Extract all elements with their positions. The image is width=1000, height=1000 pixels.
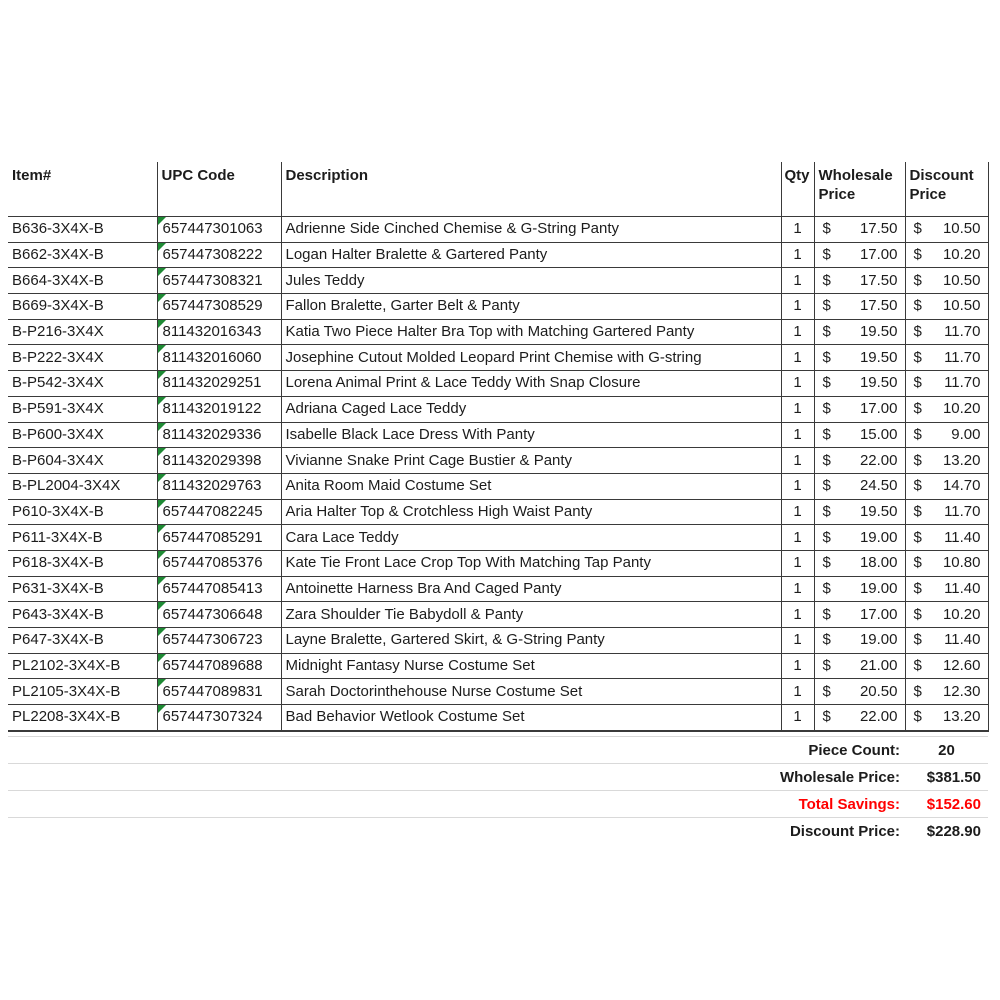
qty-cell[interactable]: 1 bbox=[781, 628, 814, 654]
summary-row bbox=[8, 791, 988, 818]
qty-cell[interactable]: 1 bbox=[781, 525, 814, 551]
wholesale-price-cell[interactable] bbox=[814, 473, 905, 499]
discount-price-cell[interactable] bbox=[905, 242, 988, 268]
upc-cell[interactable]: 811432029336 bbox=[157, 422, 281, 448]
col-header-wholesale-price: Wholesale Price bbox=[814, 162, 905, 217]
upc-cell[interactable]: 657447085413 bbox=[157, 576, 281, 602]
price-amount: 10.50 bbox=[942, 297, 981, 315]
summary-row bbox=[8, 818, 988, 845]
qty-cell[interactable]: 1 bbox=[781, 319, 814, 345]
empty-cell bbox=[8, 818, 157, 845]
dollar-sign: $ bbox=[913, 323, 922, 341]
dollar-sign: $ bbox=[822, 631, 831, 649]
upc-flag-icon bbox=[158, 448, 166, 456]
upc-flag-icon bbox=[158, 679, 166, 687]
empty-cell bbox=[157, 791, 281, 818]
dollar-sign: $ bbox=[913, 477, 922, 495]
item-cell[interactable]: P611-3X4X-B bbox=[8, 525, 157, 551]
description-cell[interactable]: Zara Shoulder Tie Babydoll & Panty bbox=[281, 602, 781, 628]
price-amount: 22.00 bbox=[859, 451, 898, 469]
dollar-sign: $ bbox=[822, 323, 831, 341]
table-row bbox=[8, 268, 988, 294]
summary-value: $152.60 bbox=[905, 791, 988, 818]
qty-cell[interactable]: 1 bbox=[781, 217, 814, 243]
item-cell[interactable]: B-P542-3X4X bbox=[8, 371, 157, 397]
dollar-sign: $ bbox=[822, 271, 831, 289]
col-header-qty: Qty bbox=[781, 162, 814, 217]
order-table-body bbox=[8, 217, 988, 731]
description-cell[interactable]: Sarah Doctorinthehouse Nurse Costume Set bbox=[281, 679, 781, 705]
price-amount: 12.60 bbox=[942, 657, 981, 675]
dollar-sign: $ bbox=[913, 579, 922, 597]
qty-cell[interactable]: 1 bbox=[781, 448, 814, 474]
discount-price-cell[interactable] bbox=[905, 422, 988, 448]
empty-cell bbox=[905, 713, 988, 737]
wholesale-price-cell[interactable] bbox=[814, 628, 905, 654]
description-cell[interactable]: Katia Two Piece Halter Bra Top with Matching Gartered Panty bbox=[281, 319, 781, 345]
qty-cell[interactable]: 1 bbox=[781, 705, 814, 731]
price-amount: 10.80 bbox=[942, 554, 981, 572]
dollar-sign: $ bbox=[913, 682, 922, 700]
summary-rows bbox=[8, 713, 988, 844]
discount-price-cell[interactable] bbox=[905, 371, 988, 397]
upc-flag-icon bbox=[158, 602, 166, 610]
item-cell[interactable]: B-P222-3X4X bbox=[8, 345, 157, 371]
description-cell[interactable]: Cara Lace Teddy bbox=[281, 525, 781, 551]
discount-price-cell[interactable] bbox=[905, 319, 988, 345]
col-header-description: Description bbox=[281, 162, 781, 217]
upc-flag-icon bbox=[158, 474, 166, 482]
item-cell[interactable]: B-PL2004-3X4X bbox=[8, 473, 157, 499]
table-row bbox=[8, 602, 988, 628]
dollar-sign: $ bbox=[913, 451, 922, 469]
price-amount: 14.70 bbox=[942, 477, 981, 495]
discount-price-cell[interactable] bbox=[905, 217, 988, 243]
price-amount: 21.00 bbox=[859, 657, 898, 675]
qty-cell[interactable]: 1 bbox=[781, 242, 814, 268]
wholesale-price-cell[interactable] bbox=[814, 294, 905, 320]
dollar-sign: $ bbox=[822, 708, 831, 726]
qty-cell[interactable]: 1 bbox=[781, 550, 814, 576]
upc-flag-icon bbox=[158, 371, 166, 379]
table-row bbox=[8, 319, 988, 345]
upc-cell[interactable]: 811432016060 bbox=[157, 345, 281, 371]
table-row bbox=[8, 448, 988, 474]
wholesale-price-cell[interactable] bbox=[814, 371, 905, 397]
price-amount: 10.20 bbox=[942, 246, 981, 264]
price-amount: 11.70 bbox=[944, 348, 981, 366]
price-amount: 17.50 bbox=[859, 271, 898, 289]
header-row bbox=[8, 162, 988, 217]
col-header-upc: UPC Code bbox=[157, 162, 281, 217]
summary-label: Wholesale Price: bbox=[281, 764, 905, 791]
description-cell[interactable]: Logan Halter Bralette & Gartered Panty bbox=[281, 242, 781, 268]
upc-flag-icon bbox=[158, 345, 166, 353]
dollar-sign: $ bbox=[913, 348, 922, 366]
price-amount: 20.50 bbox=[859, 682, 898, 700]
upc-cell[interactable]: 657447089688 bbox=[157, 653, 281, 679]
table-row bbox=[8, 242, 988, 268]
qty-cell[interactable]: 1 bbox=[781, 422, 814, 448]
empty-cell bbox=[157, 764, 281, 791]
price-amount: 13.20 bbox=[942, 708, 981, 726]
qty-cell[interactable]: 1 bbox=[781, 396, 814, 422]
upc-cell[interactable]: 657447301063 bbox=[157, 217, 281, 243]
upc-cell[interactable]: 811432029398 bbox=[157, 448, 281, 474]
description-cell[interactable]: Adriana Caged Lace Teddy bbox=[281, 396, 781, 422]
dollar-sign: $ bbox=[822, 579, 831, 597]
discount-price-cell[interactable] bbox=[905, 576, 988, 602]
table-row bbox=[8, 628, 988, 654]
upc-cell[interactable]: 657447307324 bbox=[157, 705, 281, 731]
description-cell[interactable]: Aria Halter Top & Crotchless High Waist Panty bbox=[281, 499, 781, 525]
upc-cell[interactable]: 657447306723 bbox=[157, 628, 281, 654]
price-amount: 19.50 bbox=[859, 323, 898, 341]
discount-price-cell[interactable] bbox=[905, 602, 988, 628]
description-cell[interactable]: Fallon Bralette, Garter Belt & Panty bbox=[281, 294, 781, 320]
item-cell[interactable]: B-P600-3X4X bbox=[8, 422, 157, 448]
discount-price-cell[interactable] bbox=[905, 473, 988, 499]
price-amount: 19.50 bbox=[859, 374, 898, 392]
upc-flag-icon bbox=[158, 551, 166, 559]
price-amount: 11.40 bbox=[944, 631, 981, 649]
price-amount: 11.70 bbox=[944, 323, 981, 341]
item-cell[interactable]: PL2105-3X4X-B bbox=[8, 679, 157, 705]
table-row bbox=[8, 396, 988, 422]
dollar-sign: $ bbox=[822, 400, 831, 418]
description-cell[interactable]: Josephine Cutout Molded Leopard Print Chemise with G-string bbox=[281, 345, 781, 371]
upc-flag-icon bbox=[158, 397, 166, 405]
upc-flag-icon bbox=[158, 577, 166, 585]
upc-flag-icon bbox=[158, 628, 166, 636]
dollar-sign: $ bbox=[822, 477, 831, 495]
description-cell[interactable]: Midnight Fantasy Nurse Costume Set bbox=[281, 653, 781, 679]
description-cell[interactable]: Lorena Animal Print & Lace Teddy With Snap Closure bbox=[281, 371, 781, 397]
upc-cell[interactable]: 657447082245 bbox=[157, 499, 281, 525]
qty-cell[interactable]: 1 bbox=[781, 294, 814, 320]
upc-flag-icon bbox=[158, 294, 166, 302]
dollar-sign: $ bbox=[822, 682, 831, 700]
table-row bbox=[8, 371, 988, 397]
dollar-sign: $ bbox=[913, 220, 922, 238]
order-table bbox=[8, 162, 989, 732]
price-amount: 13.20 bbox=[942, 451, 981, 469]
dollar-sign: $ bbox=[913, 605, 922, 623]
item-cell[interactable]: B-P216-3X4X bbox=[8, 319, 157, 345]
discount-price-cell[interactable] bbox=[905, 679, 988, 705]
item-cell[interactable]: P647-3X4X-B bbox=[8, 628, 157, 654]
wholesale-price-cell[interactable] bbox=[814, 422, 905, 448]
upc-cell[interactable]: 811432029251 bbox=[157, 371, 281, 397]
summary-label: Total Savings: bbox=[281, 791, 905, 818]
table-row bbox=[8, 473, 988, 499]
description-cell[interactable]: Kate Tie Front Lace Crop Top With Matching Tap Panty bbox=[281, 550, 781, 576]
wholesale-price-cell[interactable] bbox=[814, 319, 905, 345]
upc-cell[interactable]: 657447089831 bbox=[157, 679, 281, 705]
dollar-sign: $ bbox=[822, 374, 831, 392]
discount-price-cell[interactable] bbox=[905, 268, 988, 294]
dollar-sign: $ bbox=[913, 271, 922, 289]
upc-flag-icon bbox=[158, 217, 166, 225]
price-amount: 10.50 bbox=[942, 220, 981, 238]
upc-flag-icon bbox=[158, 268, 166, 276]
wholesale-price-cell[interactable] bbox=[814, 602, 905, 628]
dollar-sign: $ bbox=[913, 246, 922, 264]
item-cell[interactable]: B662-3X4X-B bbox=[8, 242, 157, 268]
price-amount: 19.50 bbox=[859, 502, 898, 520]
qty-cell[interactable]: 1 bbox=[781, 371, 814, 397]
upc-cell[interactable]: 811432016343 bbox=[157, 319, 281, 345]
table-row bbox=[8, 653, 988, 679]
summary-row bbox=[8, 737, 988, 764]
table-row bbox=[8, 525, 988, 551]
summary-label: Piece Count: bbox=[281, 737, 905, 764]
upc-flag-icon bbox=[158, 423, 166, 431]
price-amount: 10.20 bbox=[942, 605, 981, 623]
item-cell[interactable]: P610-3X4X-B bbox=[8, 499, 157, 525]
upc-cell[interactable]: 657447085376 bbox=[157, 550, 281, 576]
upc-flag-icon bbox=[158, 705, 166, 713]
price-amount: 11.40 bbox=[944, 579, 981, 597]
description-cell[interactable]: Bad Behavior Wetlook Costume Set bbox=[281, 705, 781, 731]
price-amount: 17.00 bbox=[859, 246, 898, 264]
price-amount: 19.50 bbox=[859, 348, 898, 366]
wholesale-price-cell[interactable] bbox=[814, 268, 905, 294]
price-amount: 15.00 bbox=[859, 425, 898, 443]
table-row bbox=[8, 294, 988, 320]
price-amount: 17.00 bbox=[859, 400, 898, 418]
price-amount: 10.20 bbox=[942, 400, 981, 418]
table-row bbox=[8, 550, 988, 576]
item-cell[interactable]: P643-3X4X-B bbox=[8, 602, 157, 628]
dollar-sign: $ bbox=[913, 425, 922, 443]
dollar-sign: $ bbox=[913, 528, 922, 546]
discount-price-cell[interactable] bbox=[905, 550, 988, 576]
upc-flag-icon bbox=[158, 320, 166, 328]
description-cell[interactable]: Layne Bralette, Gartered Skirt, & G-String Panty bbox=[281, 628, 781, 654]
summary-section bbox=[8, 713, 988, 844]
wholesale-price-cell[interactable] bbox=[814, 525, 905, 551]
price-amount: 19.00 bbox=[859, 528, 898, 546]
qty-cell[interactable]: 1 bbox=[781, 268, 814, 294]
col-header-discount-price: Discount Price bbox=[905, 162, 988, 217]
dollar-sign: $ bbox=[822, 451, 831, 469]
upc-flag-icon bbox=[158, 525, 166, 533]
price-amount: 11.40 bbox=[944, 528, 981, 546]
item-cell[interactable]: PL2208-3X4X-B bbox=[8, 705, 157, 731]
description-cell[interactable]: Vivianne Snake Print Cage Bustier & Panty bbox=[281, 448, 781, 474]
description-cell[interactable]: Antoinette Harness Bra And Caged Panty bbox=[281, 576, 781, 602]
wholesale-price-cell[interactable] bbox=[814, 499, 905, 525]
price-amount: 22.00 bbox=[859, 708, 898, 726]
discount-price-cell[interactable] bbox=[905, 525, 988, 551]
discount-price-cell[interactable] bbox=[905, 294, 988, 320]
empty-cell bbox=[8, 737, 157, 764]
empty-cell bbox=[8, 764, 157, 791]
dollar-sign: $ bbox=[822, 554, 831, 572]
upc-cell[interactable]: 657447308529 bbox=[157, 294, 281, 320]
dollar-sign: $ bbox=[913, 554, 922, 572]
qty-cell[interactable]: 1 bbox=[781, 679, 814, 705]
dollar-sign: $ bbox=[913, 400, 922, 418]
dollar-sign: $ bbox=[822, 297, 831, 315]
dollar-sign: $ bbox=[913, 374, 922, 392]
upc-cell[interactable]: 657447085291 bbox=[157, 525, 281, 551]
dollar-sign: $ bbox=[822, 528, 831, 546]
price-amount: 17.00 bbox=[859, 605, 898, 623]
table-row bbox=[8, 499, 988, 525]
summary-label: Discount Price: bbox=[789, 822, 900, 840]
upc-flag-icon bbox=[158, 500, 166, 508]
wholesale-price-cell[interactable] bbox=[814, 653, 905, 679]
empty-cell bbox=[157, 818, 281, 845]
price-amount: 11.70 bbox=[944, 374, 981, 392]
wholesale-price-cell[interactable] bbox=[814, 217, 905, 243]
price-amount: 11.70 bbox=[944, 502, 981, 520]
wholesale-price-cell[interactable] bbox=[814, 242, 905, 268]
wholesale-price-cell[interactable] bbox=[814, 396, 905, 422]
item-cell[interactable]: B-P591-3X4X bbox=[8, 396, 157, 422]
description-cell[interactable]: Isabelle Black Lace Dress With Panty bbox=[281, 422, 781, 448]
qty-cell[interactable]: 1 bbox=[781, 576, 814, 602]
summary-value: 20 bbox=[905, 737, 988, 764]
price-amount: 19.00 bbox=[859, 631, 898, 649]
dollar-sign: $ bbox=[913, 297, 922, 315]
wholesale-price-cell[interactable] bbox=[814, 550, 905, 576]
price-amount: 19.00 bbox=[859, 579, 898, 597]
empty-cell bbox=[8, 713, 157, 737]
dollar-sign: $ bbox=[913, 708, 922, 726]
table-row bbox=[8, 422, 988, 448]
price-amount: 12.30 bbox=[942, 682, 981, 700]
item-cell[interactable]: B664-3X4X-B bbox=[8, 268, 157, 294]
upc-cell[interactable]: 811432029763 bbox=[157, 473, 281, 499]
dollar-sign: $ bbox=[822, 246, 831, 264]
qty-cell[interactable]: 1 bbox=[781, 602, 814, 628]
item-cell[interactable]: B636-3X4X-B bbox=[8, 217, 157, 243]
qty-cell[interactable]: 1 bbox=[781, 345, 814, 371]
item-cell[interactable]: B669-3X4X-B bbox=[8, 294, 157, 320]
price-amount: 17.50 bbox=[859, 297, 898, 315]
table-row bbox=[8, 576, 988, 602]
price-amount: 17.50 bbox=[859, 220, 898, 238]
dollar-sign: $ bbox=[913, 502, 922, 520]
summary-value: $228.90 bbox=[926, 822, 981, 840]
price-amount: 24.50 bbox=[859, 477, 898, 495]
dollar-sign: $ bbox=[822, 657, 831, 675]
price-amount: 10.50 bbox=[942, 271, 981, 289]
item-cell[interactable]: PL2102-3X4X-B bbox=[8, 653, 157, 679]
dollar-sign: $ bbox=[822, 605, 831, 623]
wholesale-price-cell[interactable] bbox=[814, 345, 905, 371]
discount-price-cell[interactable] bbox=[905, 499, 988, 525]
item-cell[interactable]: P631-3X4X-B bbox=[8, 576, 157, 602]
summary-value: $381.50 bbox=[905, 764, 988, 791]
discount-price-cell[interactable] bbox=[905, 628, 988, 654]
empty-cell bbox=[157, 713, 281, 737]
upc-cell[interactable]: 657447308321 bbox=[157, 268, 281, 294]
qty-cell[interactable]: 1 bbox=[781, 499, 814, 525]
spacer-row bbox=[8, 713, 988, 737]
dollar-sign: $ bbox=[822, 348, 831, 366]
wholesale-price-cell[interactable] bbox=[814, 448, 905, 474]
upc-cell[interactable]: 657447308222 bbox=[157, 242, 281, 268]
table-row bbox=[8, 217, 988, 243]
description-cell[interactable]: Anita Room Maid Costume Set bbox=[281, 473, 781, 499]
table-row bbox=[8, 345, 988, 371]
dollar-sign: $ bbox=[913, 631, 922, 649]
dollar-sign: $ bbox=[822, 502, 831, 520]
discount-price-cell[interactable] bbox=[905, 345, 988, 371]
qty-cell[interactable]: 1 bbox=[781, 473, 814, 499]
upc-cell[interactable]: 657447306648 bbox=[157, 602, 281, 628]
dollar-sign: $ bbox=[822, 220, 831, 238]
upc-flag-icon bbox=[158, 243, 166, 251]
price-amount: 9.00 bbox=[951, 425, 981, 443]
summary-row bbox=[8, 764, 988, 791]
empty-cell bbox=[281, 713, 905, 737]
item-cell[interactable]: P618-3X4X-B bbox=[8, 550, 157, 576]
item-cell[interactable]: B-P604-3X4X bbox=[8, 448, 157, 474]
wholesale-price-cell[interactable] bbox=[814, 679, 905, 705]
price-amount: 18.00 bbox=[859, 554, 898, 572]
empty-cell bbox=[8, 791, 157, 818]
discount-price-cell[interactable] bbox=[905, 653, 988, 679]
discount-price-cell[interactable] bbox=[905, 396, 988, 422]
col-header-item: Item# bbox=[8, 162, 157, 217]
discount-price-cell[interactable] bbox=[905, 448, 988, 474]
upc-cell[interactable]: 811432019122 bbox=[157, 396, 281, 422]
table-row bbox=[8, 679, 988, 705]
wholesale-price-cell[interactable] bbox=[814, 576, 905, 602]
qty-cell[interactable]: 1 bbox=[781, 653, 814, 679]
empty-cell bbox=[157, 737, 281, 764]
dollar-sign: $ bbox=[913, 657, 922, 675]
dollar-sign: $ bbox=[822, 425, 831, 443]
upc-flag-icon bbox=[158, 654, 166, 662]
description-cell[interactable]: Jules Teddy bbox=[281, 268, 781, 294]
description-cell[interactable]: Adrienne Side Cinched Chemise & G-String Panty bbox=[281, 217, 781, 243]
